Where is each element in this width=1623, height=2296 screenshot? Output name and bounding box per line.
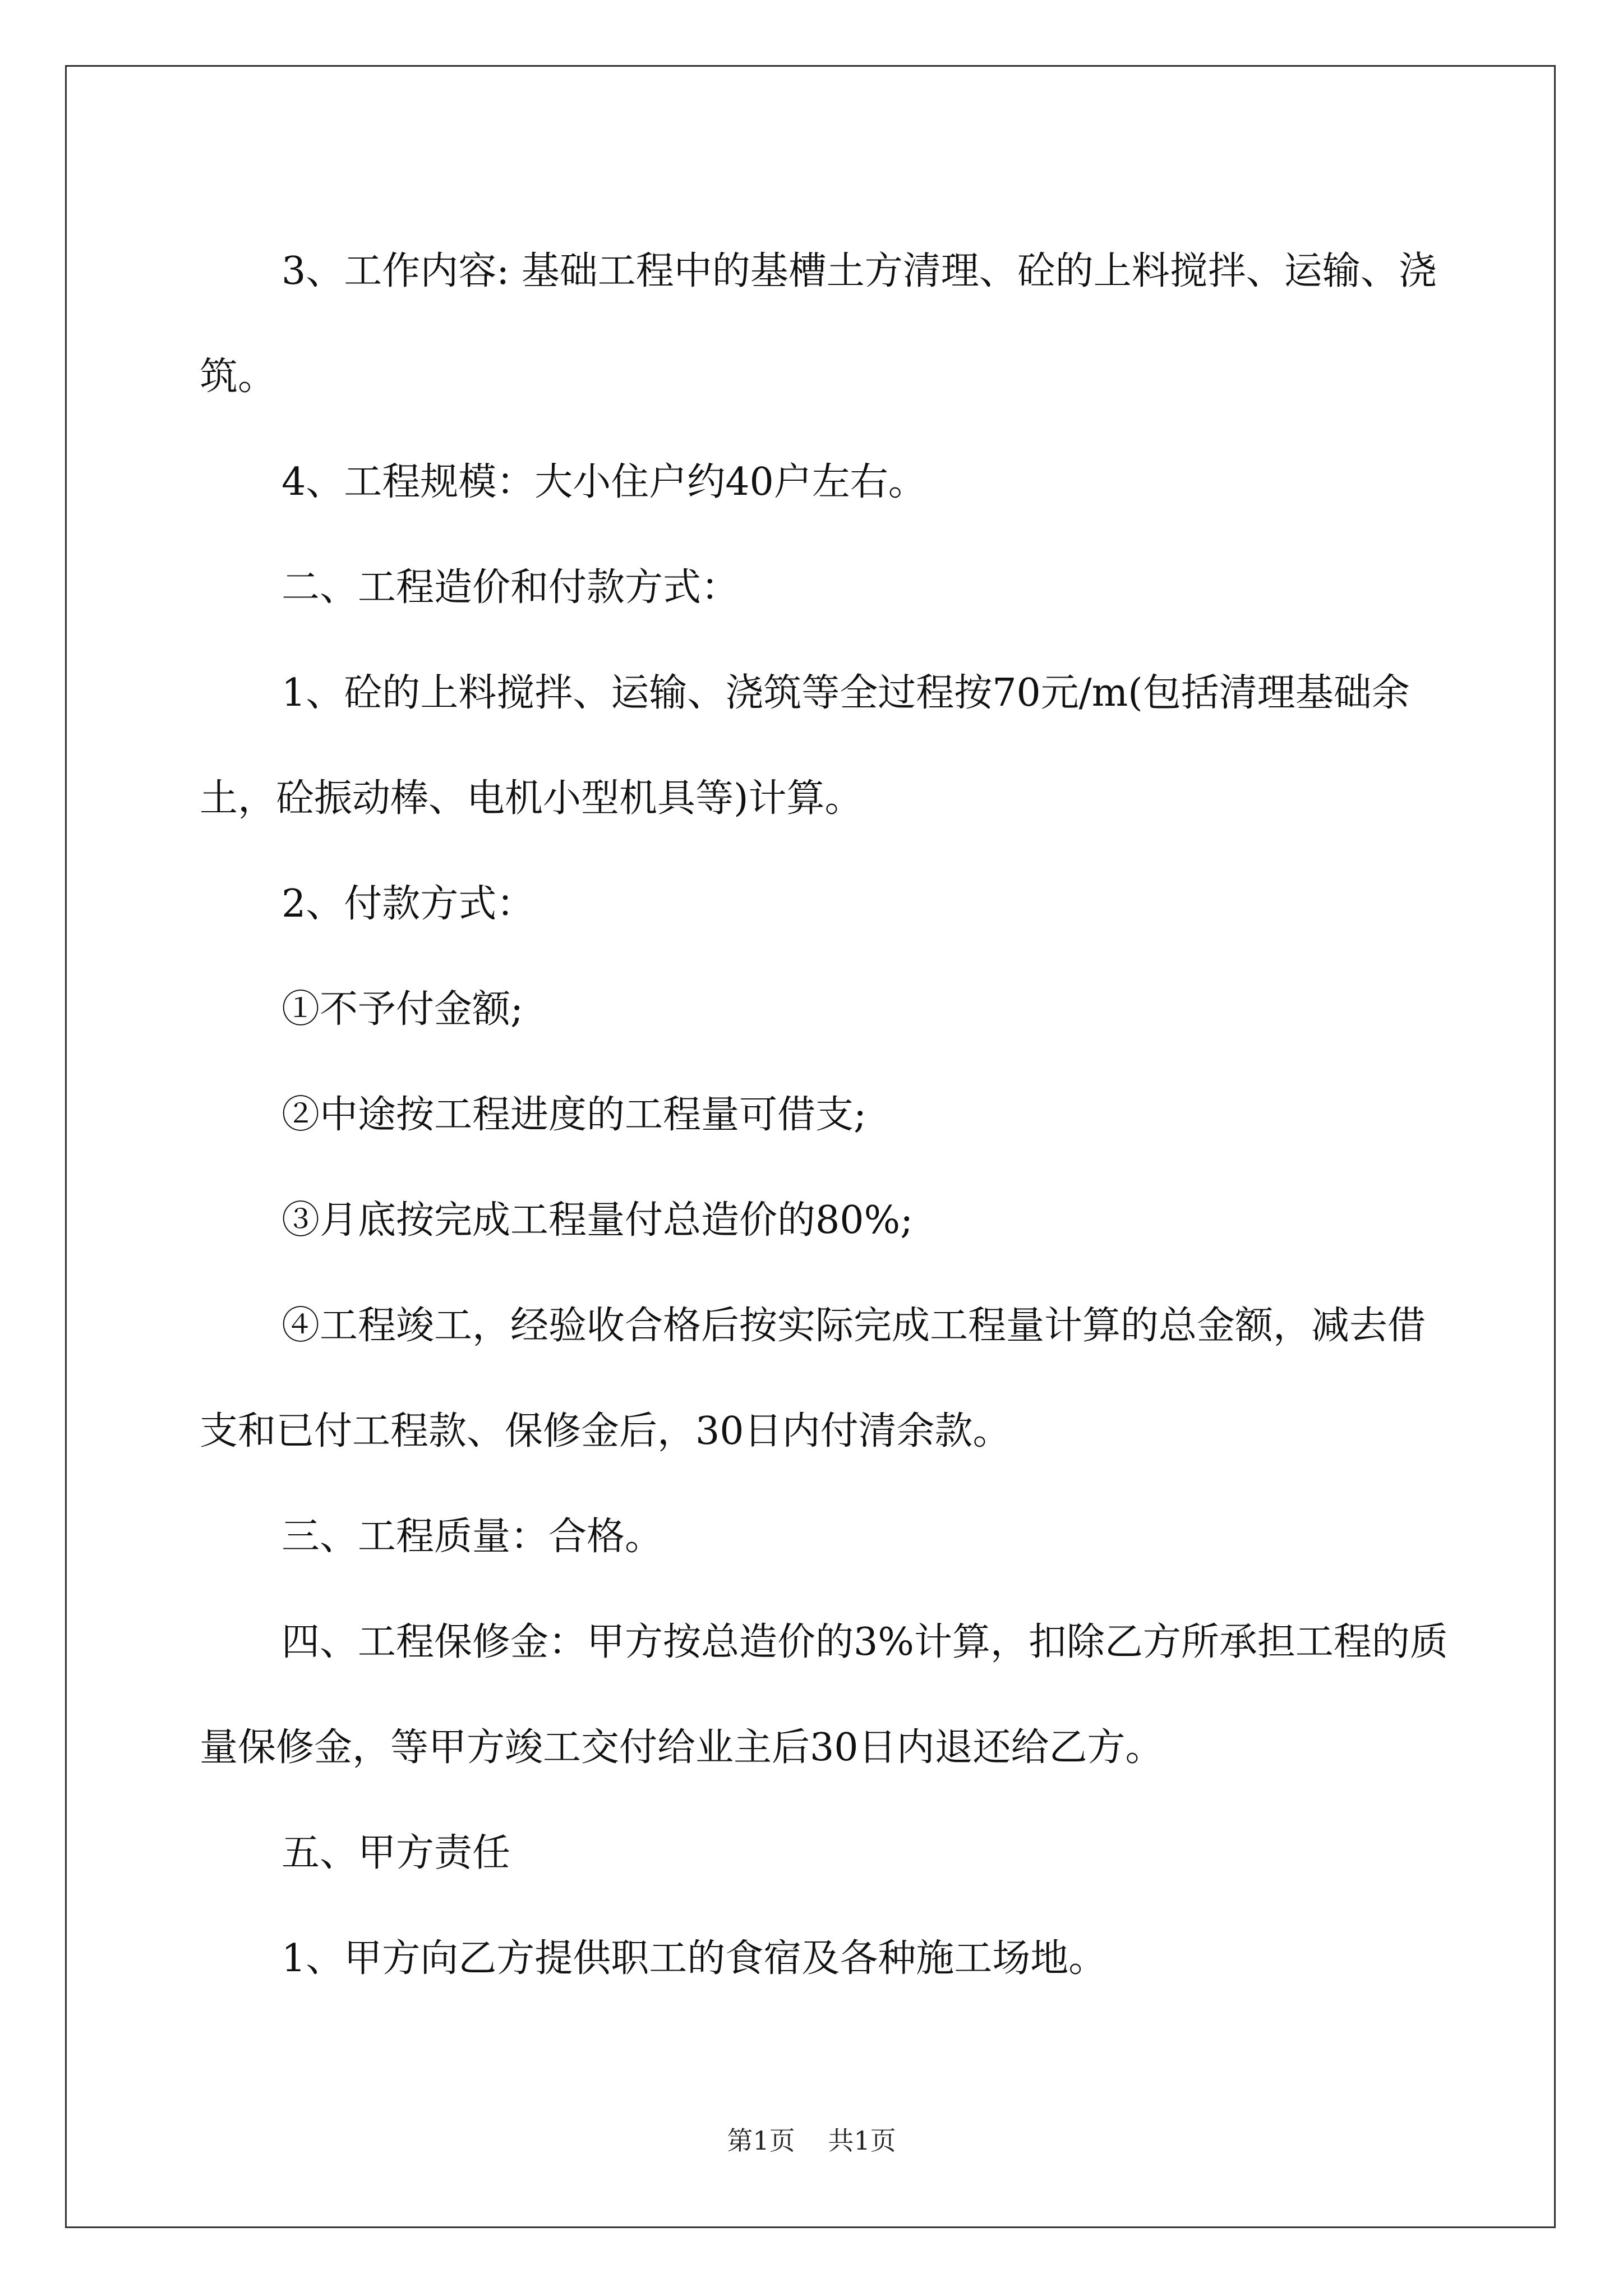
section-heading-party-a: 五、甲方责任 (282, 1831, 511, 1875)
paragraph-payment-method: 2、付款方式： (282, 882, 535, 926)
page-number-total: 共1页 (828, 2125, 896, 2156)
document-body (200, 219, 1456, 2012)
section-heading-quality: 三、工程质量：合格。 (282, 1515, 663, 1559)
page-number-current: 第1页 (727, 2125, 795, 2156)
section-heading-warranty: 四、工程保修金：甲方按总造价的3%计算，扣除乙方所承担工程的质量保修金，等甲方竣工交付给业主后30日内退还给乙方。 (200, 1620, 1448, 1770)
paragraph-party-a-duty-1: 1、甲方向乙方提供职工的食宿及各种施工场地。 (282, 1936, 1107, 1981)
list-item-payment-4: ④工程竣工，经验收合格后按实际完成工程量计算的总金额，减去借支和已付工程款、保修金后，30日内付清余款。 (200, 1304, 1426, 1453)
list-item-payment-3: ③月底按完成工程量付总造价的80%; (282, 1198, 914, 1243)
paragraph-work-content: 3、工作内容: 基础工程中的基槽土方清理、砼的上料搅拌、运输、浇筑。 (200, 249, 1437, 399)
paragraph-project-scale: 4、工程规模：大小住户约40户左右。 (282, 460, 926, 504)
page-footer (0, 2120, 1623, 2157)
list-item-payment-2: ②中途按工程进度的工程量可借支; (282, 1093, 866, 1137)
paragraph-pricing: 1、砼的上料搅拌、运输、浇筑等全过程按70元/m(包括清理基础余土，砼振动棒、电机小型机具等)计算。 (200, 671, 1410, 821)
list-item-payment-1: ①不予付金额; (282, 987, 523, 1032)
section-heading-cost-payment: 二、工程造价和付款方式： (282, 565, 740, 610)
